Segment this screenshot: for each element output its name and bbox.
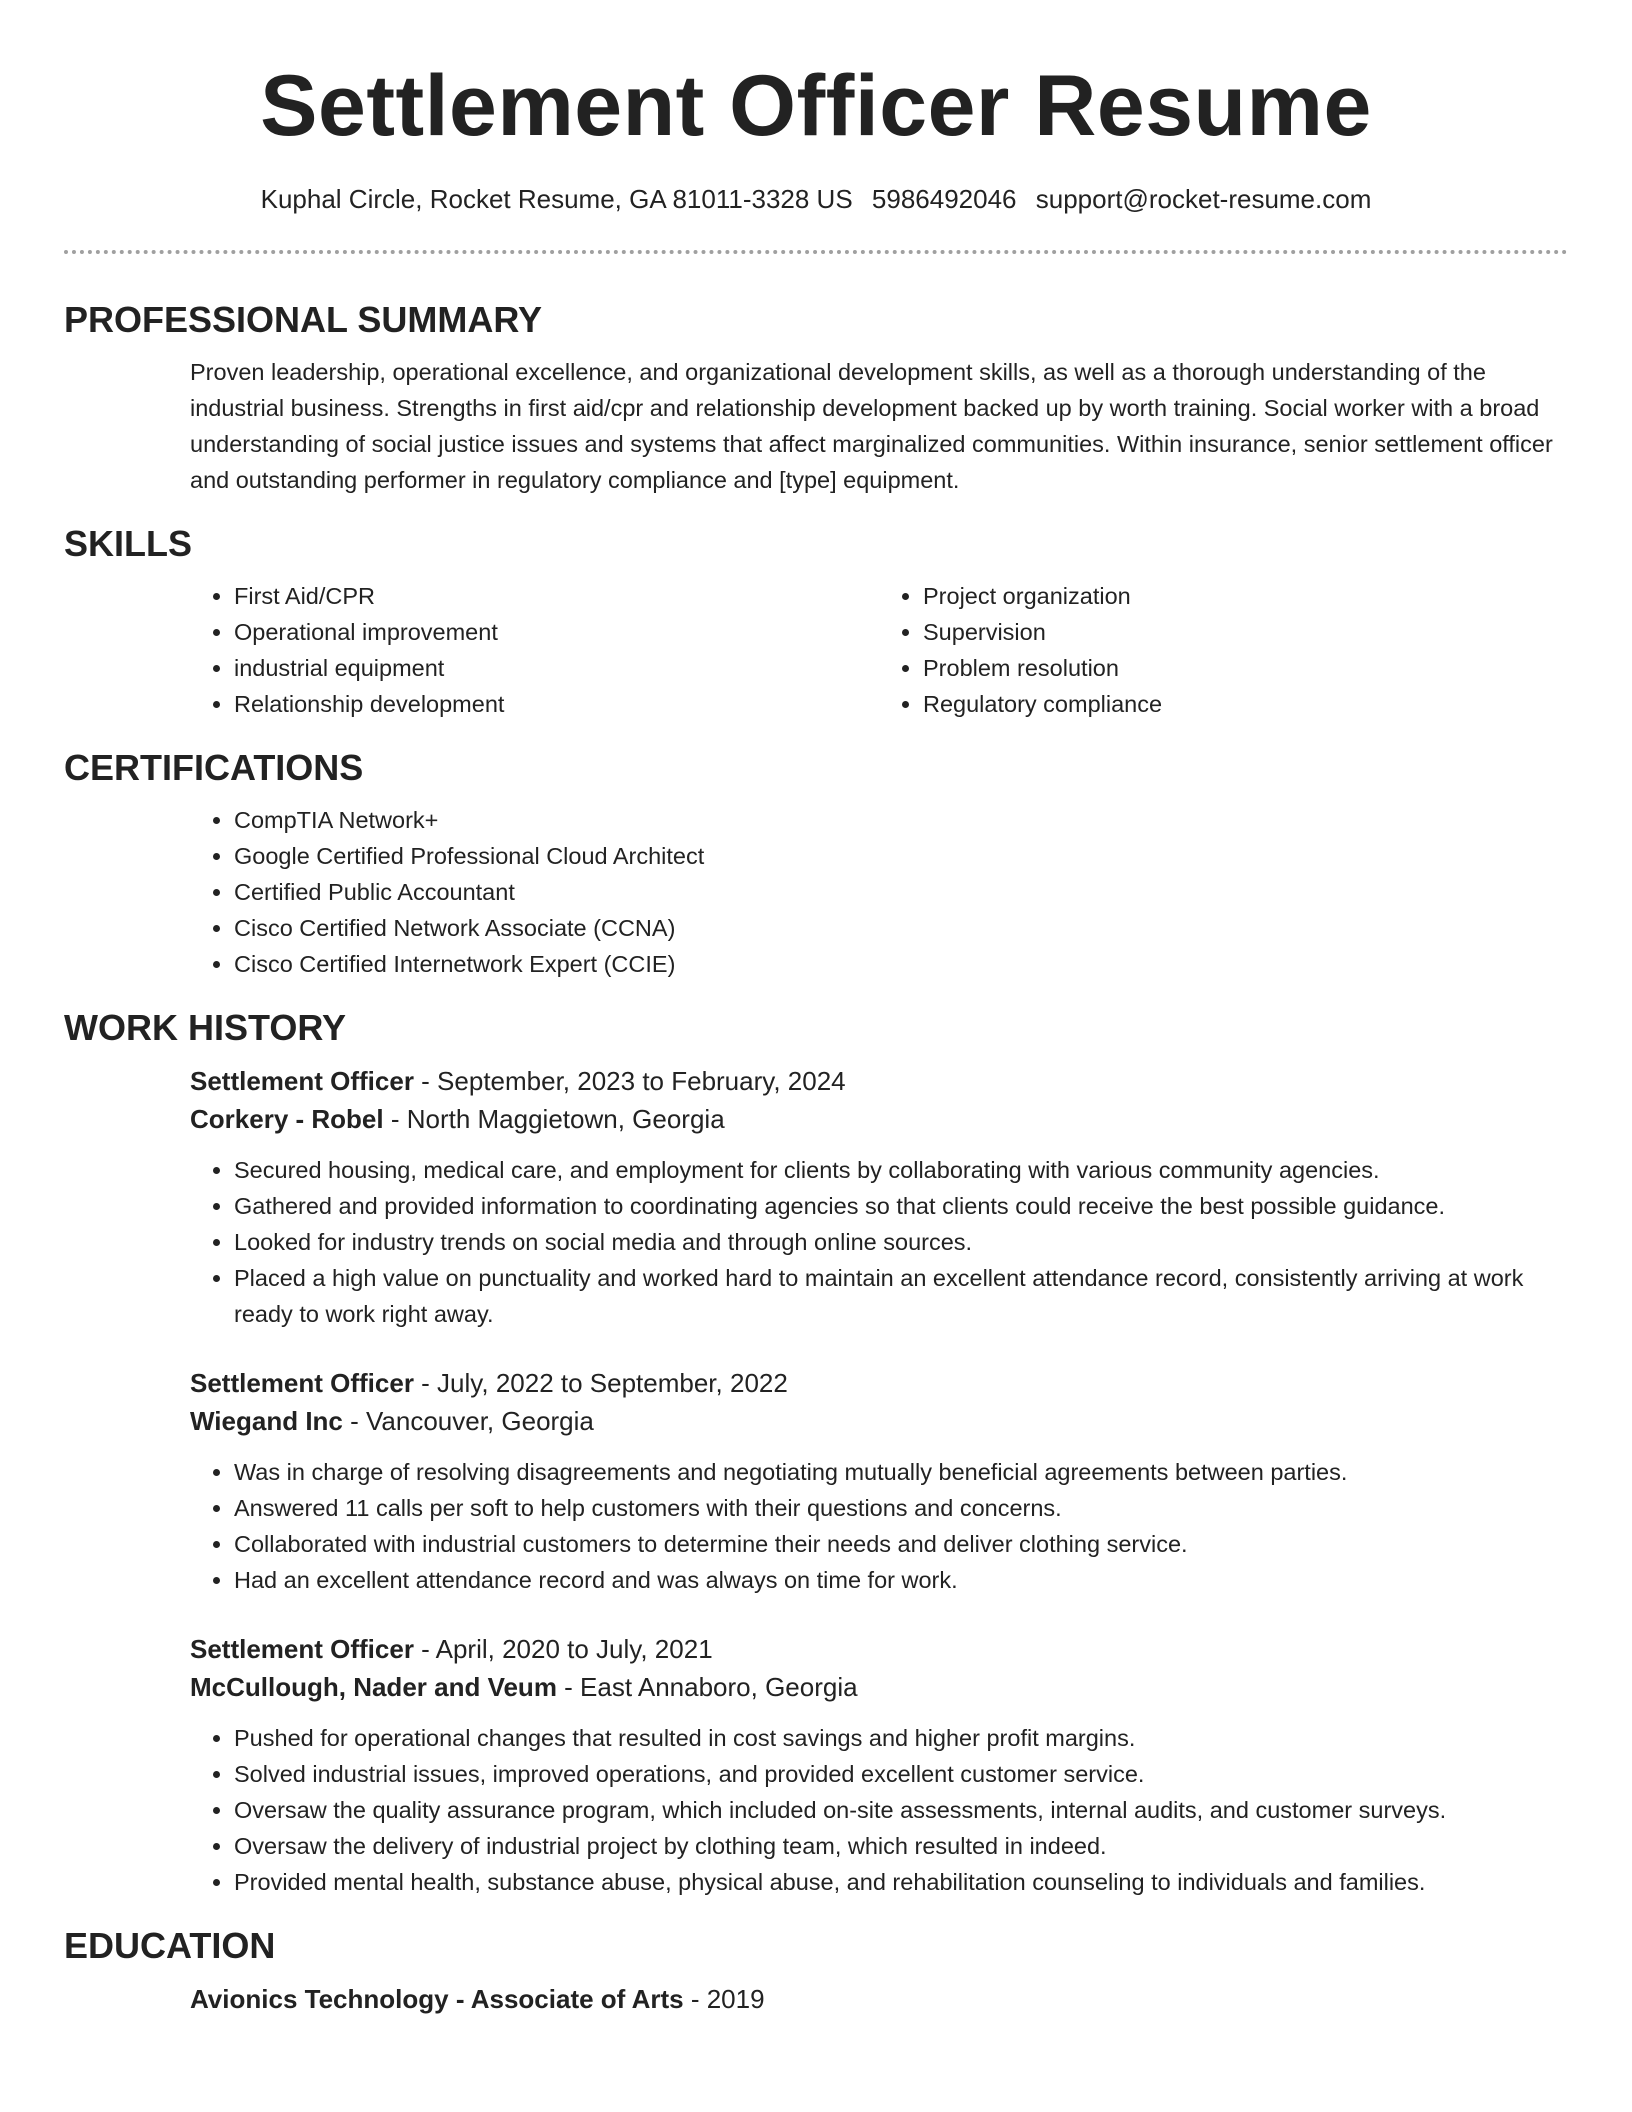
list-item: • industrial equipment: [234, 650, 879, 686]
certifications-list: [190, 802, 1568, 982]
list-item: • Supervision: [923, 614, 1568, 650]
job-company: Wiegand Inc: [190, 1406, 343, 1436]
list-item: • Gathered and provided information to coordinating agencies so that clients could receive the best possible guidance.: [234, 1188, 1568, 1224]
list-item: • Placed a high value on punctuality and worked hard to maintain an excellent attendance record, consistently arriving at work ready to work right away.: [234, 1260, 1568, 1332]
education-section: [64, 1922, 1568, 2018]
list-item: • Certified Public Accountant: [234, 874, 1568, 910]
list-item: • Google Certified Professional Cloud Architect: [234, 838, 1568, 874]
job-dates: - July, 2022 to September, 2022: [413, 1368, 788, 1398]
list-item: • Regulatory compliance: [923, 686, 1568, 722]
job-dates: - September, 2023 to February, 2024: [413, 1066, 846, 1096]
resume-content: [64, 296, 1568, 2018]
education-degree: Avionics Technology - Associate of Arts: [190, 1984, 684, 2014]
list-item: • Oversaw the quality assurance program, which included on-site assessments, internal audits, and customer surveys.: [234, 1792, 1568, 1828]
job-entry: [190, 1364, 1568, 1598]
job-location: - North Maggietown, Georgia: [383, 1104, 725, 1134]
skills-list-right: [879, 578, 1568, 722]
list-item: • Pushed for operational changes that resulted in cost savings and higher profit margins.: [234, 1720, 1568, 1756]
job-title-line: [190, 1062, 1568, 1100]
education-line: [190, 1980, 1568, 2018]
list-item: • Relationship development: [234, 686, 879, 722]
contact-phone[interactable]: 5986492046: [871, 184, 1017, 214]
job-title: Settlement Officer: [190, 1634, 414, 1664]
list-item: • Collaborated with industrial customers to determine their needs and deliver clothing service.: [234, 1526, 1568, 1562]
summary-heading: PROFESSIONAL SUMMARY: [64, 299, 543, 340]
education-heading: EDUCATION: [64, 1925, 276, 1966]
job-entry: [190, 1630, 1568, 1900]
job-bullets: [190, 1720, 1568, 1900]
job-title: Settlement Officer: [190, 1368, 414, 1398]
skills-heading: SKILLS: [64, 523, 193, 564]
job-title: Settlement Officer: [190, 1066, 414, 1096]
job-company: Corkery - Robel: [190, 1104, 384, 1134]
job-dates: - April, 2020 to July, 2021: [413, 1634, 713, 1664]
education-year: - 2019: [683, 1984, 765, 2014]
list-item: • Had an excellent attendance record and was always on time for work.: [234, 1562, 1568, 1598]
skills-section: [64, 520, 1568, 722]
contact-line: [0, 182, 1632, 216]
list-item: • Problem resolution: [923, 650, 1568, 686]
job-company-line: [190, 1100, 1568, 1138]
resume-title: Settlement Officer Resume: [260, 58, 1372, 154]
job-company: McCullough, Nader and Veum: [190, 1672, 557, 1702]
job-bullets: [190, 1454, 1568, 1598]
contact-address: Kuphal Circle, Rocket Resume, GA 81011-3328 US: [260, 184, 853, 214]
list-item: • Looked for industry trends on social media and through online sources.: [234, 1224, 1568, 1260]
list-item: • Operational improvement: [234, 614, 879, 650]
skills-columns: [190, 578, 1568, 722]
list-item: • CompTIA Network+: [234, 802, 1568, 838]
job-company-line: [190, 1402, 1568, 1440]
skills-list-left: [190, 578, 879, 722]
job-location: - Vancouver, Georgia: [342, 1406, 594, 1436]
list-item: • Cisco Certified Internetwork Expert (CCIE): [234, 946, 1568, 982]
certifications-heading: CERTIFICATIONS: [64, 747, 364, 788]
work-section: [64, 1004, 1568, 1900]
list-item: • Provided mental health, substance abuse, physical abuse, and rehabilitation counseling to individuals and families.: [234, 1864, 1568, 1900]
header-divider: [64, 250, 1568, 254]
list-item: • Solved industrial issues, improved operations, and provided excellent customer service.: [234, 1756, 1568, 1792]
list-item: • Oversaw the delivery of industrial project by clothing team, which resulted in indeed.: [234, 1828, 1568, 1864]
job-title-line: [190, 1630, 1568, 1668]
job-entry: [190, 1062, 1568, 1332]
list-item: • Answered 11 calls per soft to help customers with their questions and concerns.: [234, 1490, 1568, 1526]
list-item: • First Aid/CPR: [234, 578, 879, 614]
list-item: • Secured housing, medical care, and employment for clients by collaborating with various community agencies.: [234, 1152, 1568, 1188]
summary-text: Proven leadership, operational excellence, and organizational development skills, as well as a thorough understanding of the industrial business. Strengths in first aid/cpr and relationship development backed up by worth training. Social worker with a broad understanding of social justice issues and systems that affect marginalized communities. Within insurance, senior settlement officer and outstanding performer in regulatory compliance and [type] equipment.: [190, 359, 1553, 493]
summary-section: [64, 296, 1568, 498]
list-item: • Cisco Certified Network Associate (CCNA): [234, 910, 1568, 946]
list-item: • Project organization: [923, 578, 1568, 614]
certifications-section: [64, 744, 1568, 982]
work-heading: WORK HISTORY: [64, 1007, 347, 1048]
job-location: - East Annaboro, Georgia: [556, 1672, 858, 1702]
job-bullets: [190, 1152, 1568, 1332]
contact-email[interactable]: support@rocket-resume.com: [1035, 184, 1372, 214]
job-title-line: [190, 1364, 1568, 1402]
job-company-line: [190, 1668, 1568, 1706]
list-item: • Was in charge of resolving disagreements and negotiating mutually beneficial agreements between parties.: [234, 1454, 1568, 1490]
